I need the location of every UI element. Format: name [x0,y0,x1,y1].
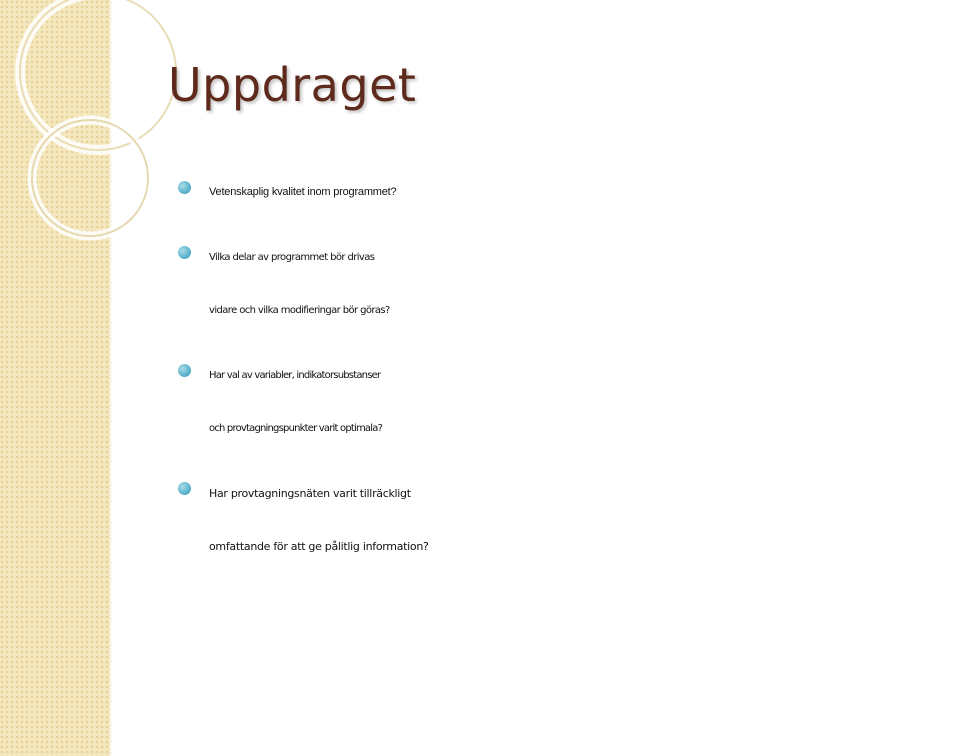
bullet-item [178,231,960,337]
bullet-dot-icon [178,181,191,194]
bullet-dot-icon [178,364,191,377]
bullet-text-line: omfattande för att ge pålitlig information? [209,540,429,553]
bullet-dot-icon [178,246,191,259]
decorative-rings [0,0,160,260]
bullet-list [178,166,960,585]
bullet-text-line: Har provtagningsnäten varit tillräckligt [209,487,411,500]
bullet-text-line: och provtagningspunkter varit optimala? [209,423,383,434]
bullet-dot-icon [178,482,191,495]
bullet-text-line: Har val av variabler, indikatorsubstanser [209,370,381,381]
bullet-item [178,349,960,455]
bullet-item [178,166,960,219]
bullet-text-line: Vetenskaplig kvalitet inom programmet? [209,186,397,198]
bullet-text-line: Vilka delar av programmet bör drivas [209,252,375,263]
bullet-text-line: vidare och vilka modifieringar bör göras? [209,305,390,316]
slide-title: Uppdraget [168,58,417,112]
bullet-item [178,467,960,573]
